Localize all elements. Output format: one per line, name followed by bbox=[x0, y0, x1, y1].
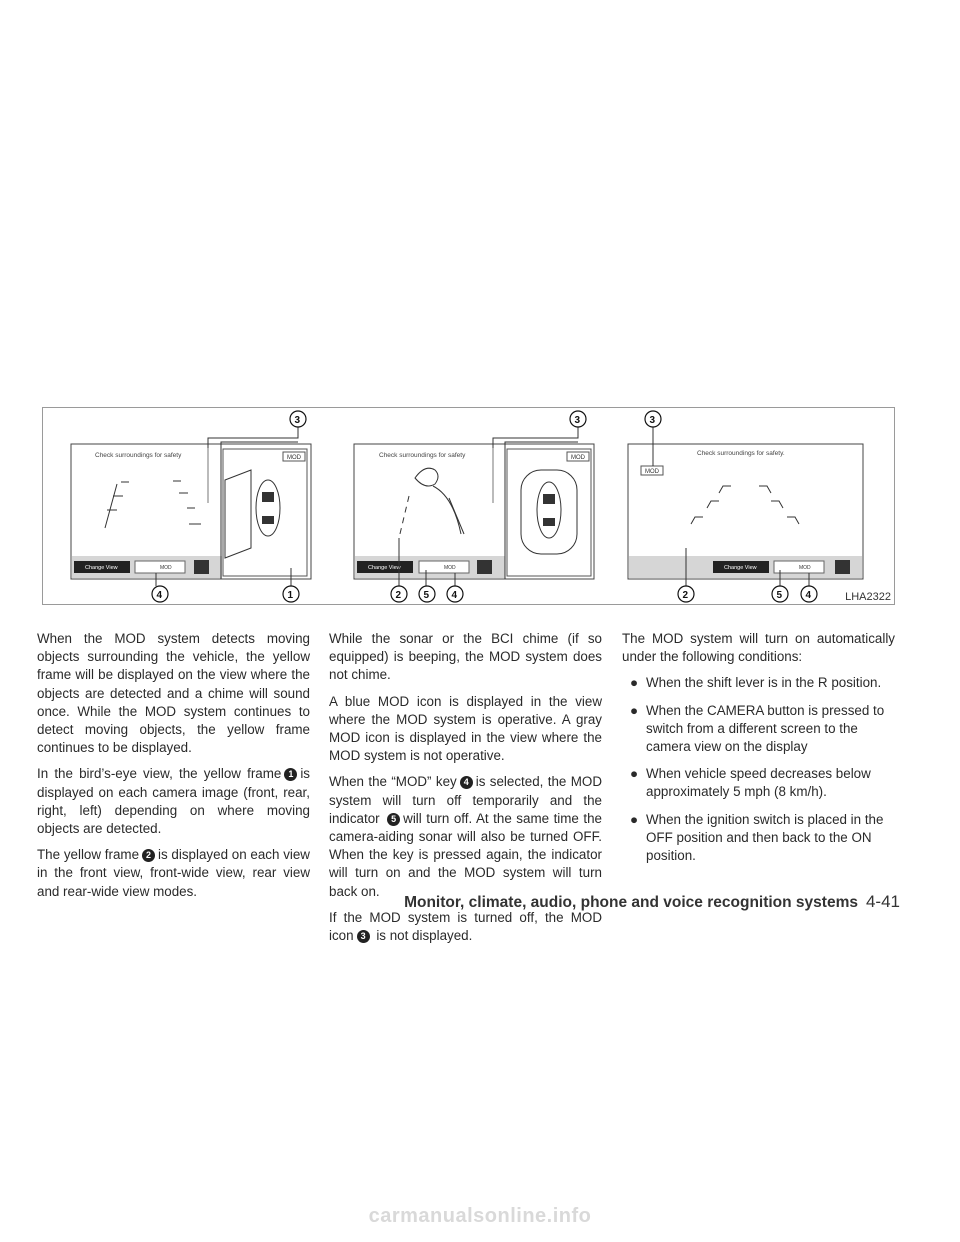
paragraph: If the MOD system is turned off, the MOD icon 3 is not displayed. bbox=[329, 909, 602, 944]
screen-1 bbox=[71, 411, 311, 602]
svg-text:2: 2 bbox=[395, 590, 402, 601]
list-item: ● When the shift lever is in the R position. bbox=[622, 674, 895, 692]
svg-text:MOD: MOD bbox=[571, 455, 585, 461]
svg-text:5: 5 bbox=[423, 590, 430, 601]
svg-text:3: 3 bbox=[649, 415, 656, 426]
illustration-figure bbox=[42, 407, 895, 605]
paragraph: A blue MOD icon is displayed in the view where the MOD system is operative. A gray MOD icon is displayed in the view where the MOD system is not operative. bbox=[329, 693, 602, 764]
svg-text:3: 3 bbox=[574, 415, 581, 426]
svg-text:2: 2 bbox=[682, 590, 689, 601]
paragraph: When the “MOD” key 4 is selected, the MOD system will turn off temporarily and the indicator 5 will turn off. At the same time the camera-aiding sonar will also be turned OFF. When the key is pressed again, the indicator will turn on and the MOD system will turn back on. bbox=[329, 774, 602, 899]
paragraph: The MOD system will turn on automatically under the following conditions: bbox=[622, 631, 895, 665]
bullet-icon: ● bbox=[630, 702, 639, 718]
svg-text:MOD: MOD bbox=[645, 469, 659, 475]
callout-1-icon: 1 bbox=[284, 768, 297, 781]
svg-text:Check surroundings for safety: Check surroundings for safety bbox=[95, 452, 182, 459]
bullet-icon: ● bbox=[630, 766, 639, 782]
svg-text:Check surroundings for safety.: Check surroundings for safety. bbox=[697, 450, 785, 457]
column-3 bbox=[622, 630, 895, 874]
paragraph: When the MOD system detects moving objects surrounding the vehicle, the yellow frame will be displayed on the view where the objects are detected and a chime will sound once. While the MOD system continues to detect moving objects, the yellow frame continues to be displayed. bbox=[37, 631, 310, 756]
svg-text:MOD: MOD bbox=[799, 565, 811, 571]
screen-2 bbox=[354, 411, 594, 602]
svg-text:1: 1 bbox=[287, 590, 294, 601]
svg-text:4: 4 bbox=[156, 590, 163, 601]
camera-screens-illustration bbox=[43, 408, 896, 606]
svg-text:4: 4 bbox=[805, 590, 812, 601]
svg-text:3: 3 bbox=[294, 415, 301, 426]
bullet-icon: ● bbox=[630, 811, 639, 827]
page-number: 4-41 bbox=[865, 892, 900, 911]
callout-4-icon: 4 bbox=[460, 776, 473, 789]
conditions-list bbox=[622, 674, 895, 865]
svg-text:Check surroundings for safety: Check surroundings for safety bbox=[379, 452, 466, 459]
list-item: ● When vehicle speed decreases below approximately 5 mph (8 km/h). bbox=[630, 766, 871, 800]
svg-text:Change View: Change View bbox=[85, 565, 118, 571]
callout-2-icon: 2 bbox=[142, 849, 155, 862]
page-footer bbox=[400, 892, 900, 912]
svg-text:MOD: MOD bbox=[444, 565, 456, 571]
svg-text:Change View: Change View bbox=[368, 565, 401, 571]
paragraph: In the bird’s-eye view, the yellow frame 1 is displayed on each camera image (front, rear, right, left) depending on where moving objects are detected. bbox=[37, 766, 310, 837]
screen-3 bbox=[628, 411, 863, 602]
callout-5-icon: 5 bbox=[387, 813, 400, 826]
watermark: carmanualsonline.info bbox=[368, 1205, 592, 1227]
bullet-icon: ● bbox=[630, 675, 639, 691]
svg-text:MOD: MOD bbox=[287, 455, 301, 461]
list-item: ● When the CAMERA button is pressed to switch from a different screen to the camera view on the display bbox=[630, 702, 885, 755]
paragraph: The yellow frame 2 is displayed on each view in the front view, front-wide view, rear view and rear-wide view modes. bbox=[37, 847, 310, 899]
callout-3-icon: 3 bbox=[357, 930, 370, 943]
column-1 bbox=[37, 630, 310, 909]
section-title: Monitor, climate, audio, phone and voice recognition systems bbox=[404, 894, 858, 911]
svg-text:Change View: Change View bbox=[724, 565, 757, 571]
svg-text:4: 4 bbox=[451, 590, 458, 601]
list-item: ● When the ignition switch is placed in the OFF position and then back to the ON position. bbox=[630, 811, 884, 864]
paragraph: While the sonar or the BCI chime (if so equipped) is beeping, the MOD system does not chime. bbox=[329, 631, 602, 683]
svg-text:MOD: MOD bbox=[160, 565, 172, 571]
svg-text:5: 5 bbox=[776, 590, 783, 601]
figure-code: LHA2322 bbox=[845, 591, 891, 603]
